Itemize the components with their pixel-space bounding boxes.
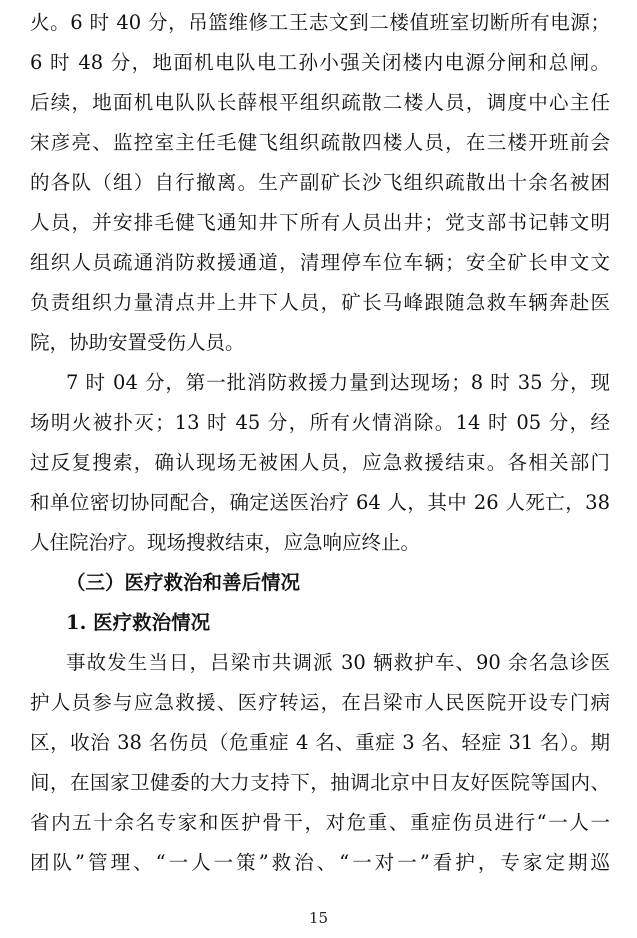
paragraph-line: 火。6 时 40 分，吊篮维修工王志文到二楼值班室切断所有电源； xyxy=(30,11,610,34)
paragraph-line: 团队”管理、“一人一策”救治、“一对一”看护，专家定期巡 xyxy=(30,851,610,874)
paragraph-line: 和单位密切协同配合，确定送医治疗 64 人，其中 26 人死亡，38 xyxy=(30,491,610,514)
paragraph-line: 院，协助安置受伤人员。 xyxy=(30,331,245,354)
paragraph-line: 省内五十余名专家和医护骨干，对危重、重症伤员进行“一人一 xyxy=(30,811,610,834)
paragraph-line: 护人员参与应急救援、医疗转运，在吕梁市人民医院开设专门病 xyxy=(30,691,610,714)
paragraph-line: 6 时 48 分，地面机电队电工孙小强关闭楼内电源分闸和总闸。 xyxy=(30,51,610,74)
section-heading: （三）医疗救治和善后情况 xyxy=(66,571,301,594)
paragraph-line: 宋彦亮、监控室主任毛健飞组织疏散四楼人员，在三楼开班前会 xyxy=(30,131,610,154)
paragraph-line: 后续，地面机电队队长薛根平组织疏散二楼人员，调度中心主任 xyxy=(30,91,610,114)
paragraph-line: 的各队（组）自行撤离。生产副矿长沙飞组织疏散出十余名被困 xyxy=(30,171,610,194)
paragraph-line: 间，在国家卫健委的大力支持下，抽调北京中日友好医院等国内、 xyxy=(30,771,610,794)
paragraph-line: 人住院治疗。现场搜救结束，应急响应终止。 xyxy=(30,531,421,554)
subsection-heading: 1. 医疗救治情况 xyxy=(66,611,211,634)
paragraph-line: 事故发生当日，吕梁市共调派 30 辆救护车、90 余名急诊医 xyxy=(66,651,610,674)
paragraph-line: 区，收治 38 名伤员（危重症 4 名、重症 3 名、轻症 31 名）。期 xyxy=(30,731,610,754)
paragraph-line: 组织人员疏通消防救援通道，清理停车位车辆；安全矿长申文文 xyxy=(30,251,610,274)
paragraph-line: 7 时 04 分，第一批消防救援力量到达现场；8 时 35 分，现 xyxy=(66,371,610,394)
paragraph-line: 过反复搜索，确认现场无被困人员，应急救援结束。各相关部门 xyxy=(30,451,610,474)
page-number: 15 xyxy=(308,909,329,927)
paragraph-line: 人员，并安排毛健飞通知井下所有人员出井；党支部书记韩文明 xyxy=(30,211,610,234)
paragraph-line: 场明火被扑灭；13 时 45 分，所有火情消除。14 时 05 分，经 xyxy=(30,411,610,434)
paragraph-line: 负责组织力量清点井上井下人员，矿长马峰跟随急救车辆奔赴医 xyxy=(30,291,610,314)
